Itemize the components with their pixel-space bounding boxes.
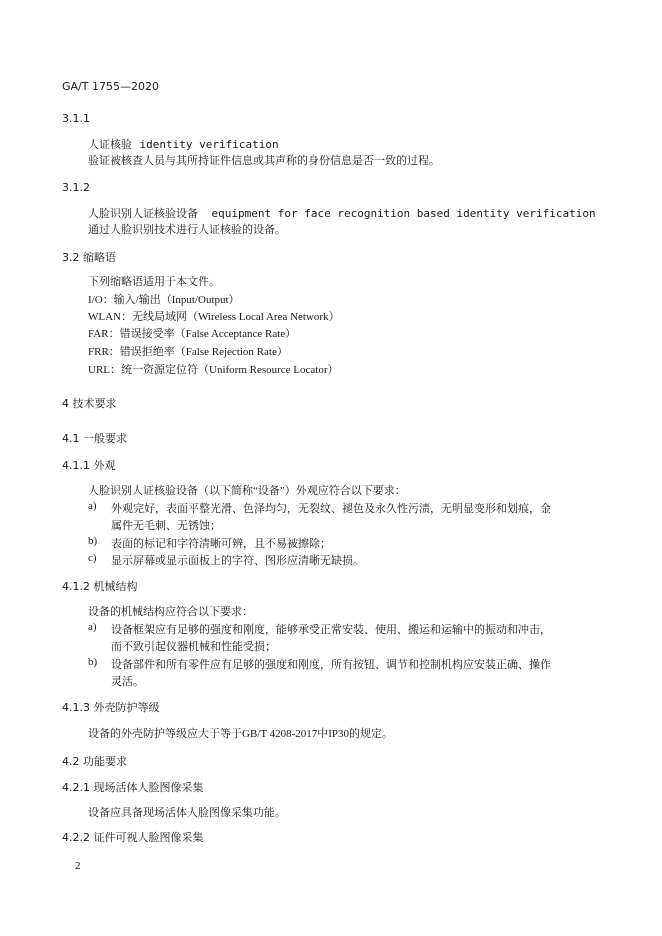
list-marker-b: b) [88,656,98,668]
term-cn: 人证核验 [88,138,132,151]
mechanical-item-a-line1: 设备框架应有足够的强度和刚度，能够承受正常安装、使用、搬运和运输中的振动和冲击， [111,624,551,636]
term-cn: 人脸识别人证核验设备 [88,207,198,220]
heading-4-2-functional-requirements: 4.2 功能要求 [62,755,127,768]
definition-3-1-2: 通过人脸识别技术进行人证核验的设备。 [88,224,286,236]
appearance-intro: 人脸识别人证核验设备（以下简称“设备”）外观应符合以下要求： [88,485,406,497]
heading-4-technical-requirements: 4 技术要求 [62,397,117,410]
heading-4-2-2-id-face-capture: 4.2.2 证件可视人脸图像采集 [62,831,204,844]
abbreviation-item: FAR：错误接受率（False Acceptance Rate） [88,328,297,340]
term-en: equipment for face recognition based identity verification [211,207,596,220]
list-marker-b: b) [88,535,98,547]
heading-4-1-2-mechanical-structure: 4.1.2 机械结构 [62,580,138,593]
mechanical-item-b-line1: 设备部件和所有零件应有足够的强度和刚度，所有按钮、调节和控制机构应安装正确、操作 [111,659,551,671]
list-marker-c: c) [88,552,97,564]
abbreviation-item: FRR：错误拒绝率（False Rejection Rate） [88,346,288,358]
appearance-item-c: 显示屏幕或显示面板上的字符、图形应清晰无缺损。 [111,555,364,567]
heading-4-1-general-requirements: 4.1 一般要求 [62,432,127,445]
heading-4-1-3-enclosure-protection: 4.1.3 外壳防护等级 [62,701,160,714]
mechanical-item-a-line2: 而不致引起仪器机械和性能受损； [111,641,276,653]
mechanical-item-b-line2: 灵活。 [111,676,144,688]
mechanical-intro: 设备的机械结构应符合以下要求： [88,606,253,618]
appearance-item-a-line1: 外观完好，表面平整光滑、色泽均匀，无裂纹、褪色及永久性污渍，无明显变形和划痕，金 [111,503,551,515]
clause-number-3-1-2: 3.1.2 [62,181,90,194]
live-face-capture-text: 设备应具备现场活体人脸图像采集功能。 [88,807,286,819]
heading-4-2-1-live-face-capture: 4.2.1 现场活体人脸图像采集 [62,781,204,794]
page-number: 2 [75,860,81,872]
heading-4-1-1-appearance: 4.1.1 外观 [62,459,116,472]
enclosure-protection-text: 设备的外壳防护等级应大于等于GB/T 4208-2017中IP30的规定。 [88,728,394,740]
term-identity-verification [88,136,279,152]
abbreviations-intro: 下列缩略语适用于本文件。 [88,276,220,288]
standard-number: GA/T 1755—2020 [62,80,159,93]
definition-3-1-1: 验证被核查人员与其所持证件信息或其声称的身份信息是否一致的过程。 [88,155,440,167]
abbreviation-item: URL：统一资源定位符（Uniform Resource Locator） [88,364,339,376]
term-face-recognition-equipment [88,205,596,221]
list-marker-a: a) [88,500,97,512]
term-en: identity verification [139,138,279,151]
appearance-item-b: 表面的标记和字符清晰可辨，且不易被擦除； [111,538,331,550]
abbreviation-item: I/O：输入/输出（Input/Output） [88,294,240,306]
abbreviation-item: WLAN：无线局域网（Wireless Local Area Network） [88,311,340,323]
heading-3-2-abbreviations: 3.2 缩略语 [62,251,116,264]
list-marker-a: a) [88,621,97,633]
appearance-item-a-line2: 属件无毛刺、无锈蚀； [111,520,221,532]
clause-number-3-1-1: 3.1.1 [62,112,90,125]
